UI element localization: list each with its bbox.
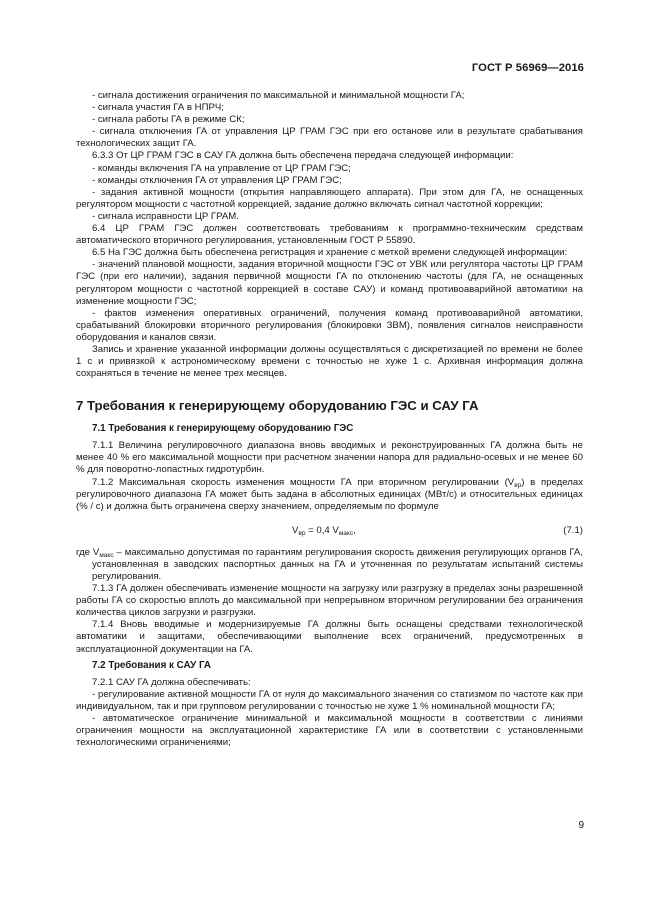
paragraph-7-1-1: 7.1.1 Величина регулировочного диапазона вновь вводимых и реконструированных ГА должна быть не менее 40 % его максимальной мощности при расчетном значении напора для радиально-осевых и не менее 60 % для поворотно-лопастных гидротурбин.: [76, 440, 583, 476]
page-number: 9: [578, 820, 584, 831]
formula-lhs-subscript: вр: [298, 529, 306, 537]
list-item-health-signal: - сигнала исправности ЦР ГРАМ.: [92, 210, 239, 222]
formula-rhs-subscript: макс: [338, 529, 354, 537]
formula-end: ,: [353, 524, 356, 536]
where-prefix: где V: [76, 546, 100, 558]
section-7-heading: 7 Требования к генерирующему оборудованию ГЭС и САУ ГА: [76, 398, 479, 414]
page-header-standard-number: ГОСТ Р 56969—2016: [471, 62, 584, 74]
paragraph-7-2-1: 7.2.1 САУ ГА должна обеспечивать:: [92, 676, 251, 688]
list-item-active-power-regulation: - регулирование активной мощности ГА от нуля до максимального значения со статизмом по частоте как при индивидуальном, так и при групповом регулировании с точностью не хуже 1 % номинальной мощности ГА;: [76, 688, 583, 712]
paragraph-6-5: 6.5 На ГЭС должна быть обеспечена регистрация и хранение с меткой времени следующей информации:: [92, 247, 568, 259]
paragraph-7-1-3: 7.1.3 ГА должен обеспечивать изменение мощности на загрузку или разгрузку в пределах зоны разрешенной работы ГА со скоростью вплоть до максимальной при непрерывном вторичном регулировании без ограничения количества циклов загрузки и разгрузки.: [76, 583, 583, 619]
p712-text-2: ) в пределах регулировочного диапазона ГА может быть задана в абсолютных единицах (МВт/с) и относительных единицах (% / с) и должна быть ограничена сверху значением, определяемым по формуле: [76, 476, 584, 512]
list-item-auto-limitation: - автоматическое ограничение минимальной и максимальной мощности в соответствии с линиями ограничения мощности на эксплуатационной характеристике ГА или в соответствии с установленными технологическими ограничениями;: [76, 712, 583, 749]
list-item-signal-sk: - сигнала работы ГА в режиме СК;: [92, 114, 245, 126]
p712-text-1: 7.1.2 Максимальная скорость изменения мощности ГА при вторичном регулировании (V: [92, 476, 515, 488]
page-body: [76, 90, 583, 749]
paragraph-6-4: 6.4 ЦР ГРАМ ГЭС должен соответствовать требованиям к программно-техническим средствам автоматического вторичного регулирования, установленным ГОСТ Р 55890.: [76, 223, 583, 247]
p712-subscript: вр: [514, 481, 522, 489]
list-item-planned-power: - значений плановой мощности, задания вторичной мощности ГЭС от УВК или регулятора частоты ЦР ГРАМ ГЭС (при его наличии), задания первичной мощности ГА по отклонению частоты (для ГА, не оснащенных регулятором мощности с частотной коррекцией в составе САУ) и команд противоаварийной автоматики на изменение мощности ГЭС;: [76, 259, 583, 307]
list-item-active-power-setpoint: - задания активной мощности (открытия направляющего аппарата). При этом для ГА, не оснащенных регулятором мощности с частотной коррекцией, задание должно включать сигнал частотной коррекции;: [76, 186, 583, 210]
paragraph-7-1-4: 7.1.4 Вновь вводимые и модернизируемые ГА должны быть оснащены средствами технологической автоматики и защитами, обеспечивающими выполнение всех ограничений, предусмотренных в эксплуатационной документации на ГА.: [76, 619, 583, 655]
subsection-7-1-heading: 7.1 Требования к генерирующему оборудованию ГЭС: [92, 423, 354, 435]
where-text: – максимально допустимая по гарантиям регулирования скорость движения регулирующих органов ГА, установленная в заводских паспортных данных на ГА и уточненная по результатам испытаний системы регулирования.: [92, 546, 583, 582]
list-item-enable-command: - команды включения ГА на управление от ЦР ГРАМ ГЭС;: [92, 162, 351, 174]
list-item-operational-limits: - фактов изменения оперативных ограничений, получения команд противоаварийной автоматики, срабатываний блокировки вторичного регулирования (блокировки ЗВМ), появления сигналов неисправности оборудования и каналов связи.: [76, 307, 583, 343]
formula-lhs: V: [292, 524, 299, 536]
paragraph-7-1-2: [76, 477, 583, 513]
paragraph-6-5-tail: Запись и хранение указанной информации должны осуществляться с дискретизацией по времени не более 1 с и привязкой к астрономическому времени с точностью не хуже 1 с. Архивная информация должна сохраняться в течение не менее трех месяцев.: [76, 343, 583, 380]
list-item-disable-command: - команды отключения ГА от управления ЦР ГРАМ ГЭС;: [92, 174, 342, 186]
formula-number: (7.1): [563, 524, 583, 536]
list-item-signal-nprch: - сигнала участия ГА в НПРЧ;: [92, 102, 224, 114]
list-item-signal-disconnect: - сигнала отключения ГА от управления ЦР ГРАМ ГЭС при его останове или в результате срабатывания технологических защит ГА.: [76, 126, 583, 150]
formula-7-1: [76, 525, 583, 539]
where-subscript: макс: [99, 551, 114, 559]
subsection-7-2-heading: 7.2 Требования к САУ ГА: [92, 659, 211, 671]
list-item-signal-limit: - сигнала достижения ограничения по максимальной и минимальной мощности ГА;: [92, 90, 465, 101]
formula-mid: = 0,4 V: [305, 524, 339, 536]
paragraph-6-3-3: 6.3.3 От ЦР ГРАМ ГЭС в САУ ГА должна быть обеспечена передача следующей информации:: [92, 150, 514, 162]
formula-expression: [292, 525, 356, 537]
formula-where-clause: [76, 547, 583, 583]
